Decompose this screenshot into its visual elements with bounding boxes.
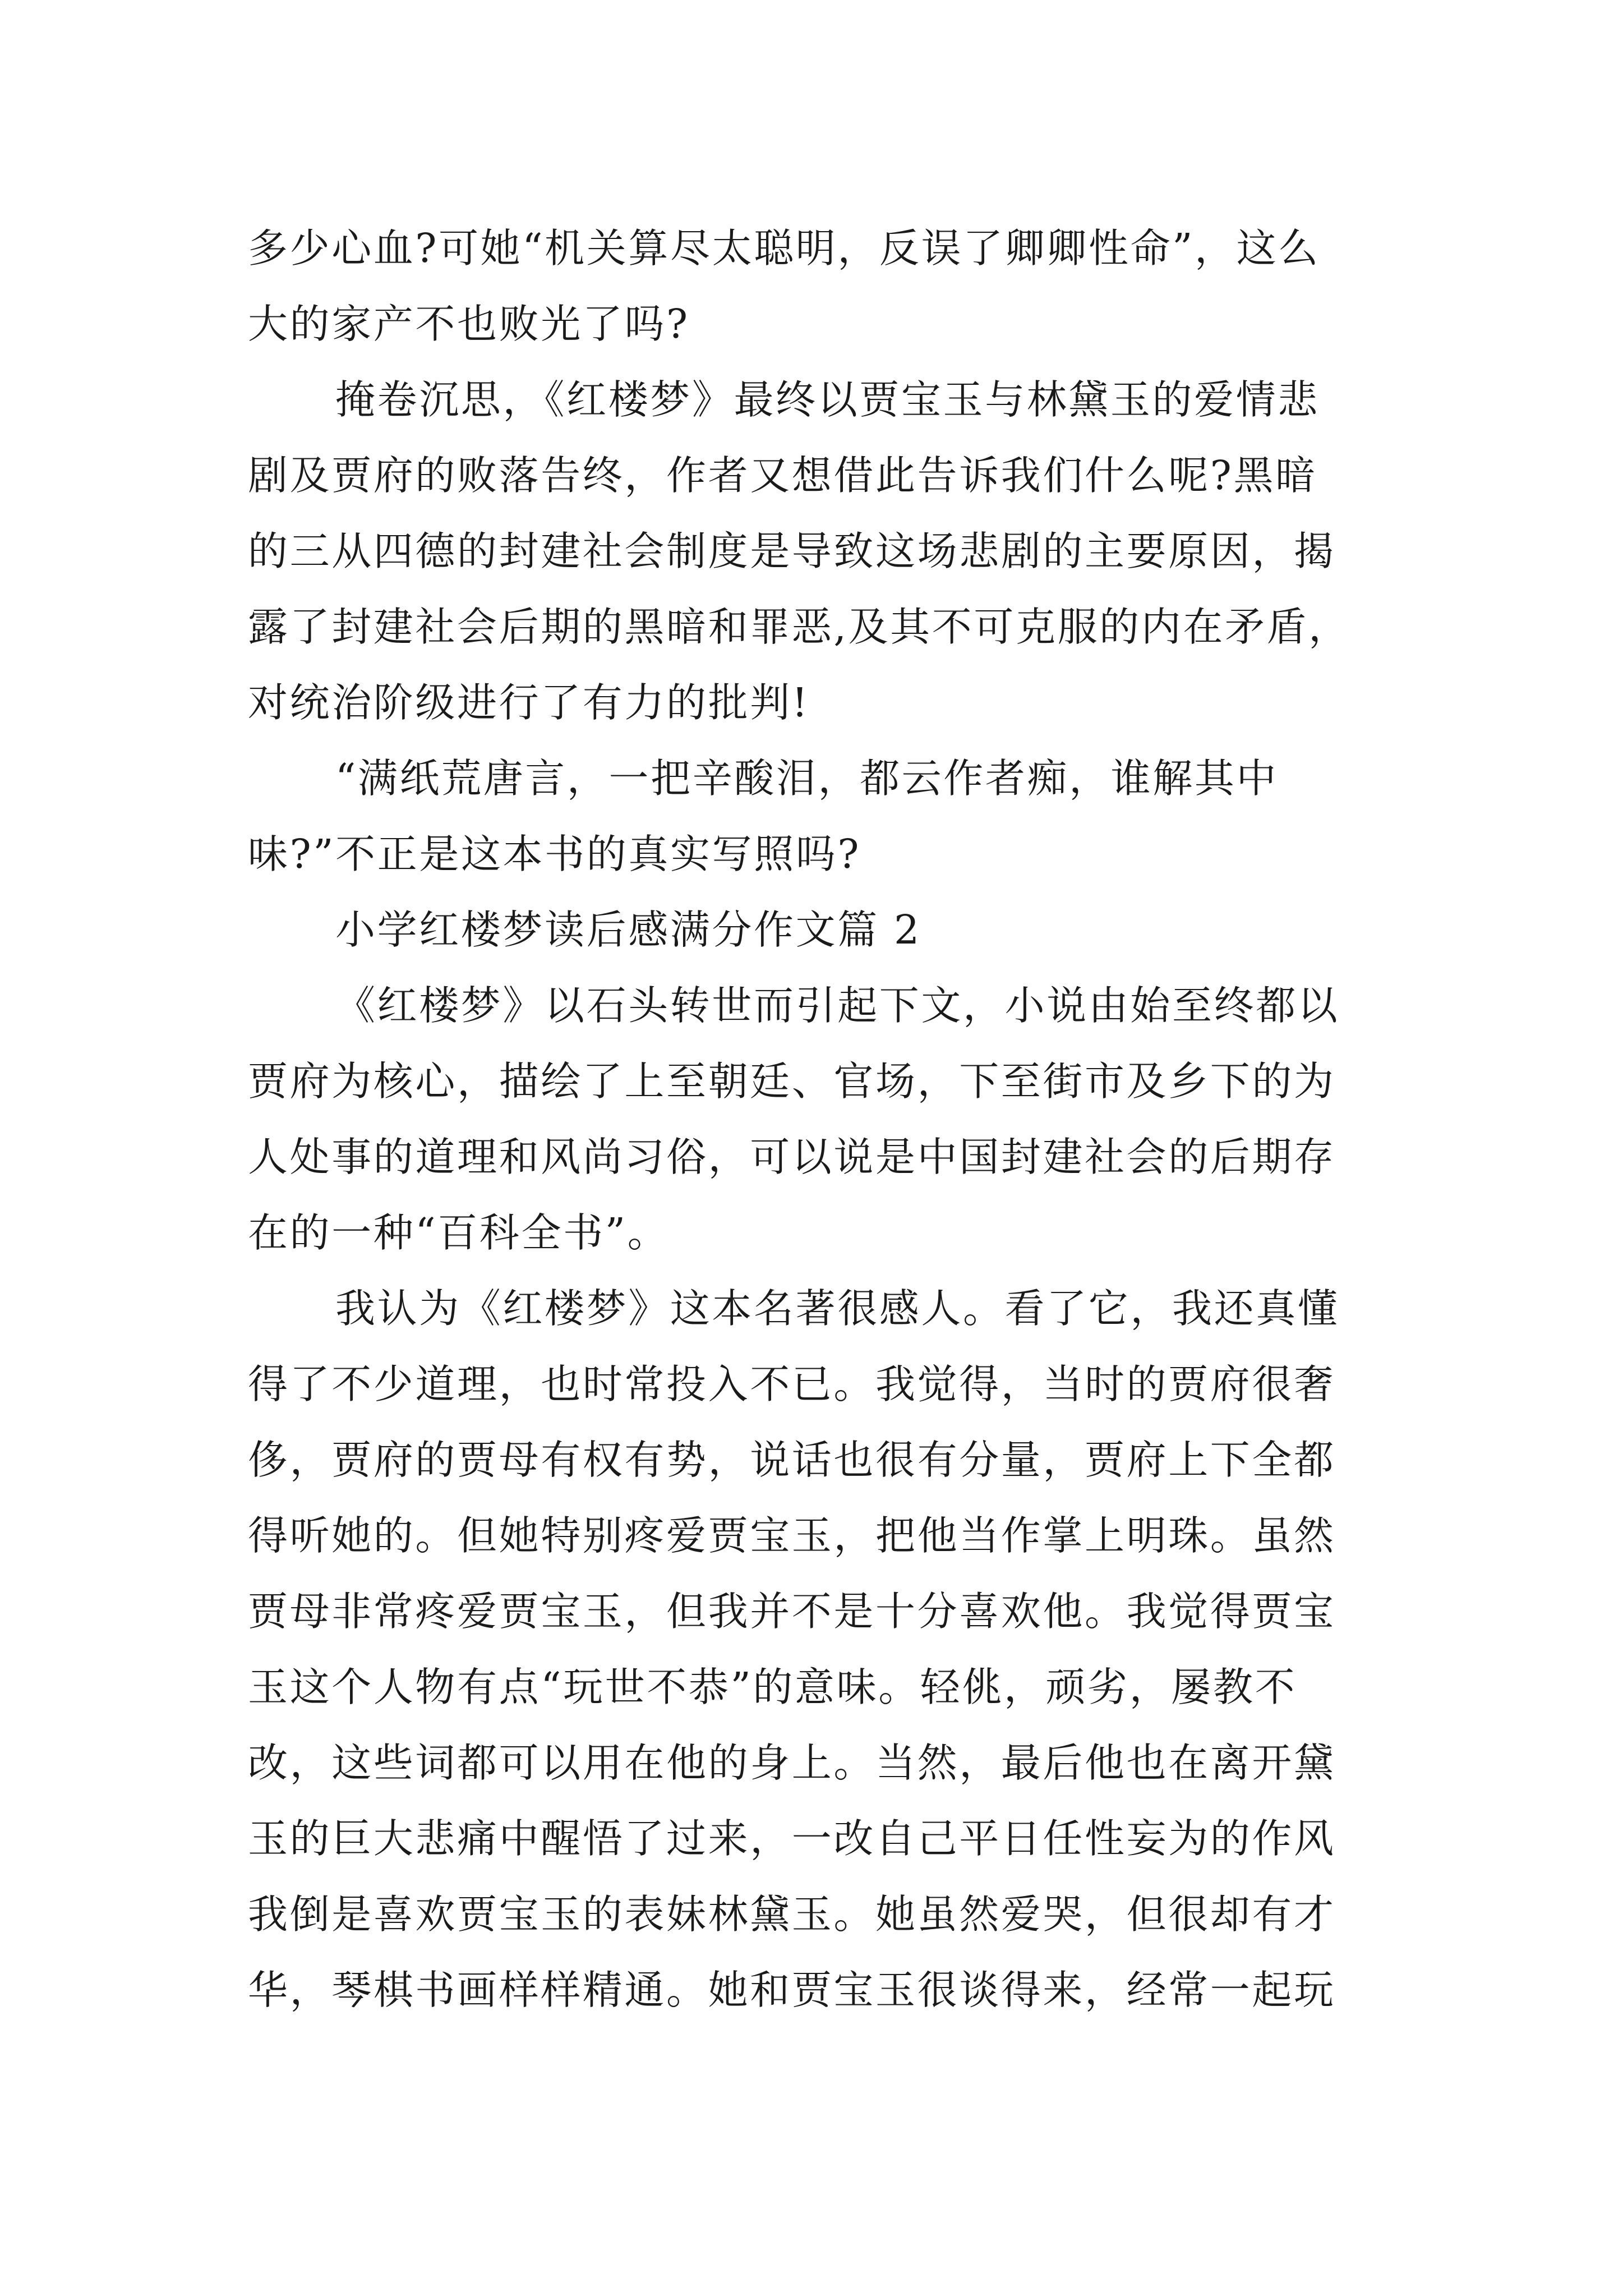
text-line: 大的家产不也败光了吗?: [248, 301, 690, 347]
text-line: 华，琴棋书画样样精通。她和贾宝玉很谈得来，经常一起玩: [248, 1967, 1336, 2013]
text-line: 对统治阶级进行了有力的批判!: [248, 679, 810, 726]
paragraph-start-line: “满纸荒唐言，一把辛酸泪，都云作者痴，谁解其中: [335, 755, 1279, 802]
text-line: 改，这些词都可以用在他的身上。当然，最后他也在离开黛: [248, 1740, 1336, 1786]
text-line: 人处事的道理和风尚习俗，可以说是中国封建社会的后期存: [248, 1134, 1336, 1180]
paragraph-start-line: 掩卷沉思，《红楼梦》最终以贾宝玉与林黛玉的爱情悲: [335, 376, 1320, 423]
text-line: 我倒是喜欢贾宝玉的表妹林黛玉。她虽然爱哭，但很却有才: [248, 1891, 1336, 1938]
section-heading: 小学红楼梦读后感满分作文篇 2: [335, 907, 921, 953]
text-line: 得了不少道理，也时常投入不已。我觉得，当时的贾府很奢: [248, 1361, 1336, 1407]
text-line: 在的一种“百科全书”。: [248, 1209, 670, 1256]
text-line: 玉的巨大悲痛中醒悟了过来，一改自己平日任性妄为的作风: [248, 1815, 1336, 1862]
text-line: 露了封建社会后期的黑暗和罪恶,及其不可克服的内在矛盾，: [248, 604, 1350, 650]
text-line: 味?”不正是这本书的真实写照吗?: [248, 831, 861, 877]
text-line: 玉这个人物有点“玩世不恭”的意味。轻佻，顽劣，屡教不: [248, 1664, 1297, 1710]
text-line: 侈，贾府的贾母有权有势，说话也很有分量，贾府上下全都: [248, 1437, 1336, 1483]
text-line: 得听她的。但她特别疼爱贾宝玉，把他当作掌上明珠。虽然: [248, 1512, 1336, 1559]
text-line: 贾母非常疼爱贾宝玉，但我并不是十分喜欢他。我觉得贾宝: [248, 1588, 1336, 1635]
paragraph-start-line: 我认为《红楼梦》这本名著很感人。看了它，我还真懂: [335, 1285, 1340, 1332]
text-line: 贾府为核心，描绘了上至朝廷、官场，下至街市及乡下的为: [248, 1058, 1336, 1105]
paragraph-start-line: 《红楼梦》以石头转世而引起下文，小说由始至终都以: [335, 982, 1340, 1029]
text-line: 剧及贾府的败落告终，作者又想借此告诉我们什么呢?黑暗: [248, 452, 1317, 499]
text-line: 的三从四德的封建社会制度是导致这场悲剧的主要原因，揭: [248, 528, 1336, 574]
text-line: 多少心血?可她“机关算尽太聪明，反误了卿卿性命”，这么: [248, 225, 1320, 272]
document-page: [248, 210, 1381, 2028]
